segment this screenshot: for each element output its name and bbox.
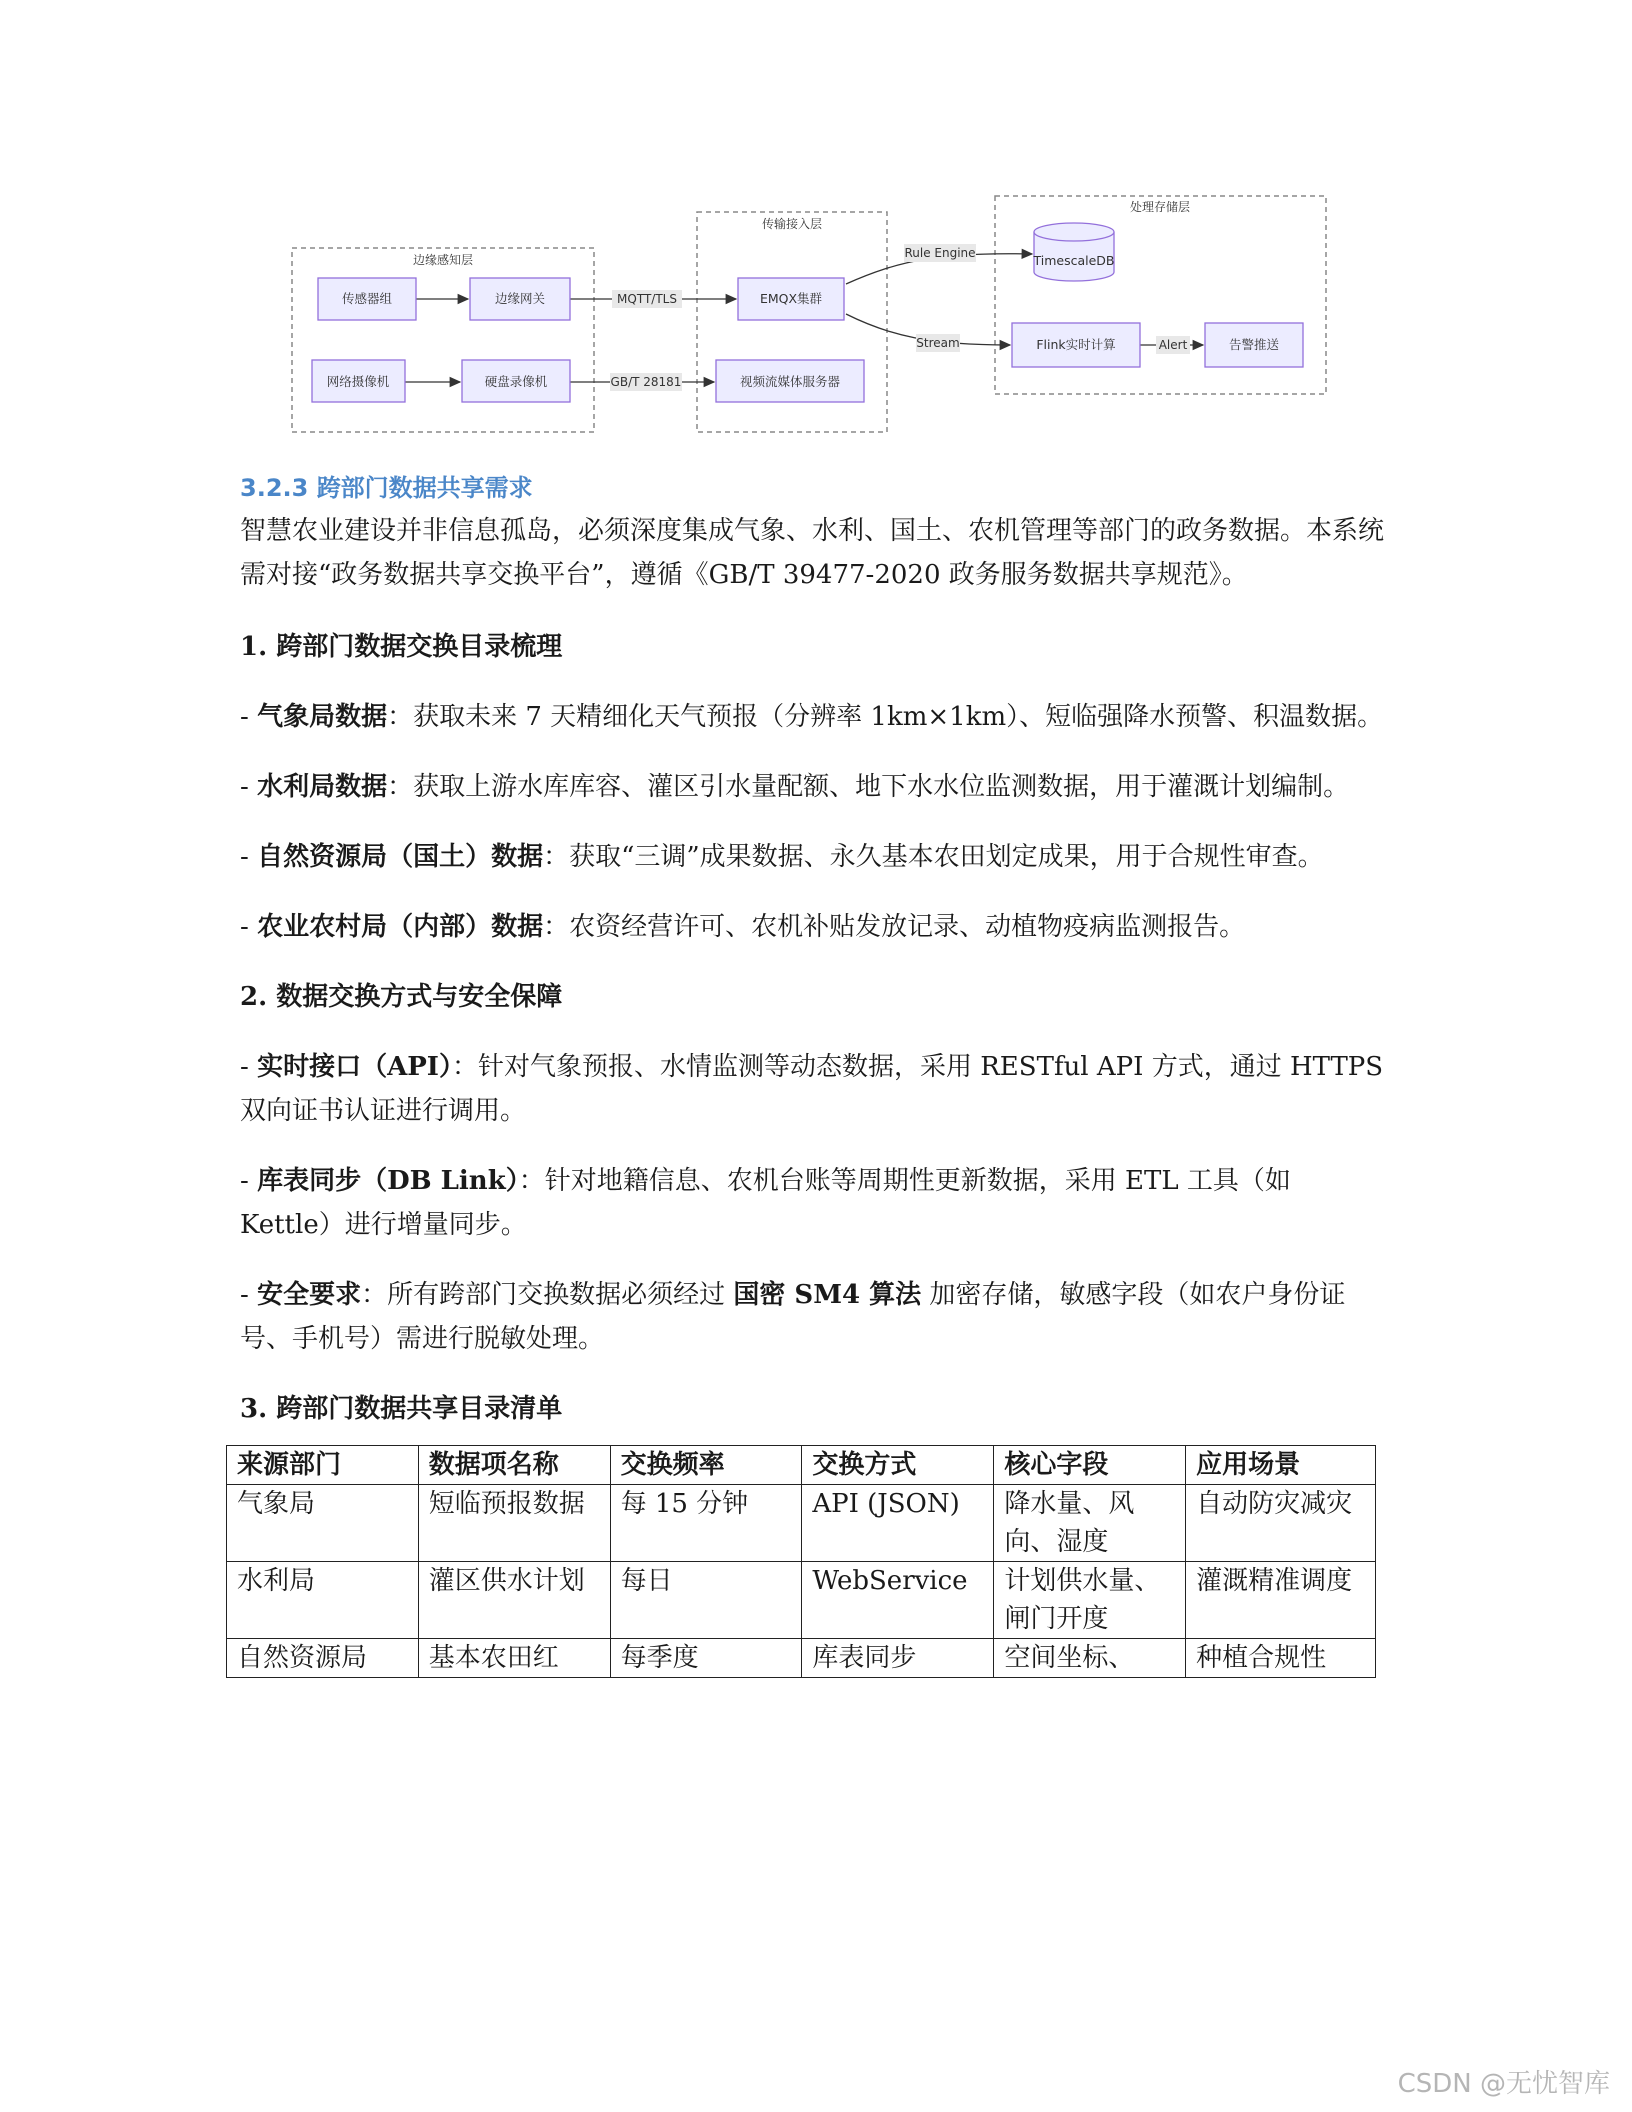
node-sensor-group — [318, 278, 416, 320]
list-item: - 农业农村局（内部）数据：农资经营许可、农机补贴发放记录、动植物疫病监测报告。 — [240, 912, 1246, 942]
table-cell: 计划供水量、闸门开度 — [994, 1562, 1186, 1639]
list-item: - 气象局数据：获取未来 7 天精细化天气预报（分辨率 1km×1km）、短临强降水预警、积温数据。 — [240, 702, 1384, 732]
node-edge-gateway — [470, 278, 570, 320]
table-row — [227, 1639, 1376, 1678]
share-catalog-table — [226, 1445, 1376, 1678]
part1-title: 1. 跨部门数据交换目录梳理 — [240, 632, 563, 662]
table-cell: WebService — [802, 1562, 994, 1639]
svg-text:网络摄像机: 网络摄像机 — [326, 374, 390, 389]
table-header-cell: 来源部门 — [227, 1446, 419, 1485]
csdn-watermark: CSDN @无忧智库 — [1397, 2069, 1610, 2099]
table-cell: 每季度 — [610, 1639, 802, 1678]
edge-label-stream — [916, 334, 960, 352]
svg-text:Alert: Alert — [1158, 338, 1188, 352]
table-cell: 种植合规性 — [1186, 1639, 1376, 1678]
node-nvr — [462, 360, 570, 402]
table-header-cell: 交换频率 — [610, 1446, 802, 1485]
svg-text:硬盘录像机: 硬盘录像机 — [484, 374, 548, 389]
table-header-cell: 数据项名称 — [418, 1446, 610, 1485]
security-item: - 安全要求：所有跨部门交换数据必须经过 国密 SM4 算法 加密存储，敏感字段（如农户身份证号、手机号）需进行脱敏处理。 — [240, 1280, 1346, 1354]
table-cell: 短临预报数据 — [418, 1485, 610, 1562]
svg-text:Flink实时计算: Flink实时计算 — [1036, 337, 1116, 352]
table-cell: 灌区供水计划 — [418, 1562, 610, 1639]
svg-text:GB/T 28181: GB/T 28181 — [610, 375, 682, 389]
node-timescaledb — [1033, 223, 1115, 281]
table-cell: 每 15 分钟 — [610, 1485, 802, 1562]
group-title-edge: 边缘感知层 — [412, 253, 474, 267]
table-cell: 灌溉精准调度 — [1186, 1562, 1376, 1639]
node-network-camera — [312, 360, 405, 402]
table-cell: 自然资源局 — [227, 1639, 419, 1678]
table-cell: 气象局 — [227, 1485, 419, 1562]
table-cell: 降水量、风向、湿度 — [994, 1485, 1186, 1562]
group-edge-layer — [292, 248, 594, 432]
table-cell: 每日 — [610, 1562, 802, 1639]
part2-title: 2. 数据交换方式与安全保障 — [240, 982, 563, 1012]
svg-text:告警推送: 告警推送 — [1228, 337, 1280, 352]
svg-text:Stream: Stream — [916, 336, 960, 350]
table-row — [227, 1485, 1376, 1562]
table-row — [227, 1562, 1376, 1639]
edge-label-alert — [1156, 336, 1190, 354]
svg-text:TimescaleDB: TimescaleDB — [1033, 253, 1115, 268]
edge-label-gbt — [610, 373, 682, 391]
group-title-transport: 传输接入层 — [761, 217, 823, 231]
table-cell: 基本农田红 — [418, 1639, 610, 1678]
svg-text:边缘网关: 边缘网关 — [494, 291, 546, 306]
table-header-cell: 应用场景 — [1186, 1446, 1376, 1485]
table-cell: 库表同步 — [802, 1639, 994, 1678]
svg-text:EMQX集群: EMQX集群 — [759, 291, 823, 306]
table-header-cell: 交换方式 — [802, 1446, 994, 1485]
list-item: - 库表同步（DB Link）：针对地籍信息、农机台账等周期性更新数据，采用 ETL 工具（如 Kettle）进行增量同步。 — [240, 1166, 1291, 1240]
list-item: - 实时接口（API）：针对气象预报、水情监测等动态数据，采用 RESTful API 方式，通过 HTTPS 双向证书认证进行调用。 — [240, 1052, 1384, 1126]
svg-text:Rule Engine: Rule Engine — [904, 246, 976, 260]
edge-label-mqtt — [612, 290, 682, 308]
node-flink — [1012, 323, 1140, 367]
edge-label-rule — [904, 244, 976, 262]
node-video-server — [716, 360, 864, 402]
section-heading: 3.2.3 跨部门数据共享需求 — [240, 474, 533, 502]
svg-text:视频流媒体服务器: 视频流媒体服务器 — [739, 374, 841, 389]
intro-paragraph: 智慧农业建设并非信息孤岛，必须深度集成气象、水利、国土、农机管理等部门的政务数据。本系统需对接“政务数据共享交换平台”，遵循《GB/T 39477-2020 政务服务数据共享规范》。 — [240, 516, 1385, 590]
table-cell: 自动防灾减灾 — [1186, 1485, 1376, 1562]
document-body — [237, 468, 1390, 1678]
table-cell: 空间坐标、 — [994, 1639, 1186, 1678]
list-item: - 自然资源局（国土）数据：获取“三调”成果数据、永久基本农田划定成果，用于合规性审查。 — [240, 842, 1324, 872]
node-emqx-cluster — [738, 278, 844, 320]
part3-title: 3. 跨部门数据共享目录清单 — [240, 1394, 563, 1424]
table-header-row — [227, 1446, 1376, 1485]
svg-text:传感器组: 传感器组 — [341, 291, 393, 306]
table-header-cell: 核心字段 — [994, 1446, 1186, 1485]
architecture-diagram — [0, 0, 1632, 440]
svg-text:MQTT/TLS: MQTT/TLS — [617, 292, 677, 306]
node-alarm-push — [1205, 323, 1303, 367]
group-title-storage: 处理存储层 — [1129, 200, 1191, 214]
list-item: - 水利局数据：获取上游水库库容、灌区引水量配额、地下水水位监测数据，用于灌溉计划编制。 — [240, 772, 1350, 802]
table-cell: 水利局 — [227, 1562, 419, 1639]
table-cell: API (JSON) — [802, 1485, 994, 1562]
